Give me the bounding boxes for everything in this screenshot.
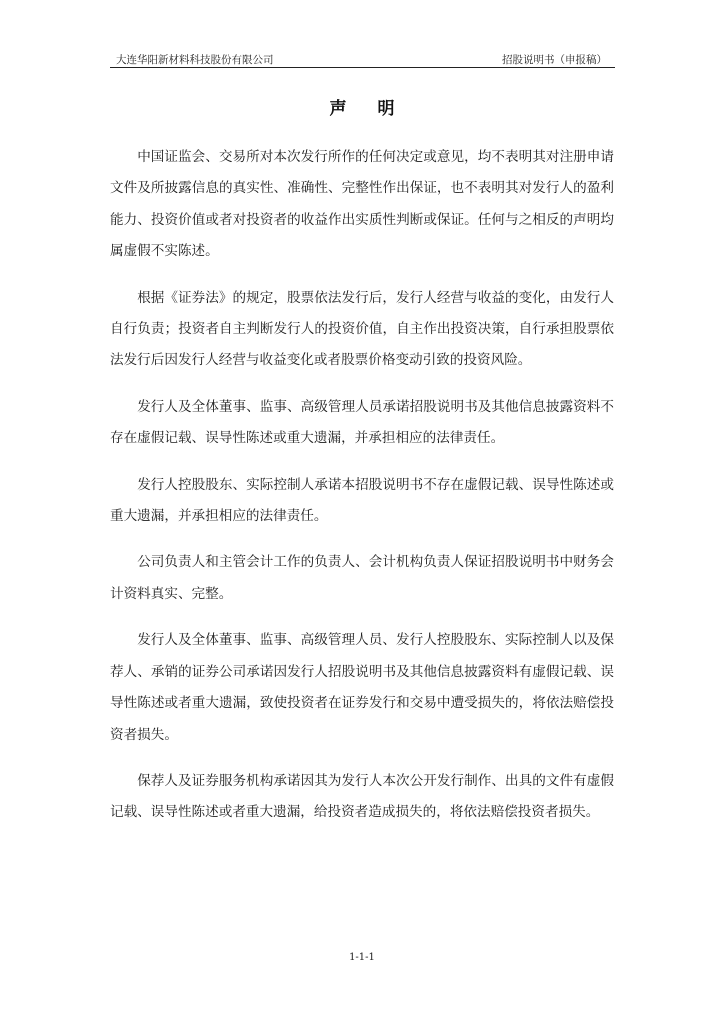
paragraph: 根据《证券法》的规定，股票依法发行后，发行人经营与收益的变化，由发行人自行负责；投资者自主判断发行人的投资价值，自主作出投资决策，自行承担股票依法发行后因发行人经营与收益变化或者股票价格变动引致的投资风险。 [110, 289, 614, 369]
header-divider [110, 67, 615, 68]
paragraph: 发行人控股股东、实际控制人承诺本招股说明书不存在虚假记载、误导性陈述或重大遗漏，并承担相应的法律责任。 [110, 476, 614, 525]
page-number: 1-1-1 [349, 952, 375, 963]
declaration-body [110, 142, 614, 844]
paragraph: 发行人及全体董事、监事、高级管理人员承诺招股说明书及其他信息披露资料不存在虚假记载、误导性陈述或重大遗漏，并承担相应的法律责任。 [110, 398, 614, 447]
paragraph: 发行人及全体董事、监事、高级管理人员、发行人控股股东、实际控制人以及保荐人、承销的证券公司承诺因发行人招股说明书及其他信息披露资料有虚假记载、误导性陈述或者重大遗漏，致使投资者在证券发行和交易中遭受损失的，将依法赔偿投资者损失。 [110, 632, 614, 743]
page-header [110, 52, 615, 68]
header-document-title: 招股说明书（申报稿） [502, 54, 607, 66]
page-title: 声明 [329, 99, 426, 119]
paragraph: 公司负责人和主管会计工作的负责人、会计机构负责人保证招股说明书中财务会计资料真实、完整。 [110, 554, 614, 602]
paragraph: 中国证监会、交易所对本次发行所作的任何决定或意见，均不表明其对注册申请文件及所披露信息的真实性、准确性、完整性作出保证，也不表明其对发行人的盈利能力、投资价值或者对投资者的收益作出实质性判断或保证。任何与之相反的声明均属虚假不实陈述。 [110, 149, 614, 260]
header-company-name: 大连华阳新材料科技股份有限公司 [116, 54, 274, 66]
paragraph: 保荐人及证券服务机构承诺因其为发行人本次公开发行制作、出具的文件有虚假记载、误导性陈述或者重大遗漏，给投资者造成损失的，将依法赔偿投资者损失。 [110, 772, 614, 821]
